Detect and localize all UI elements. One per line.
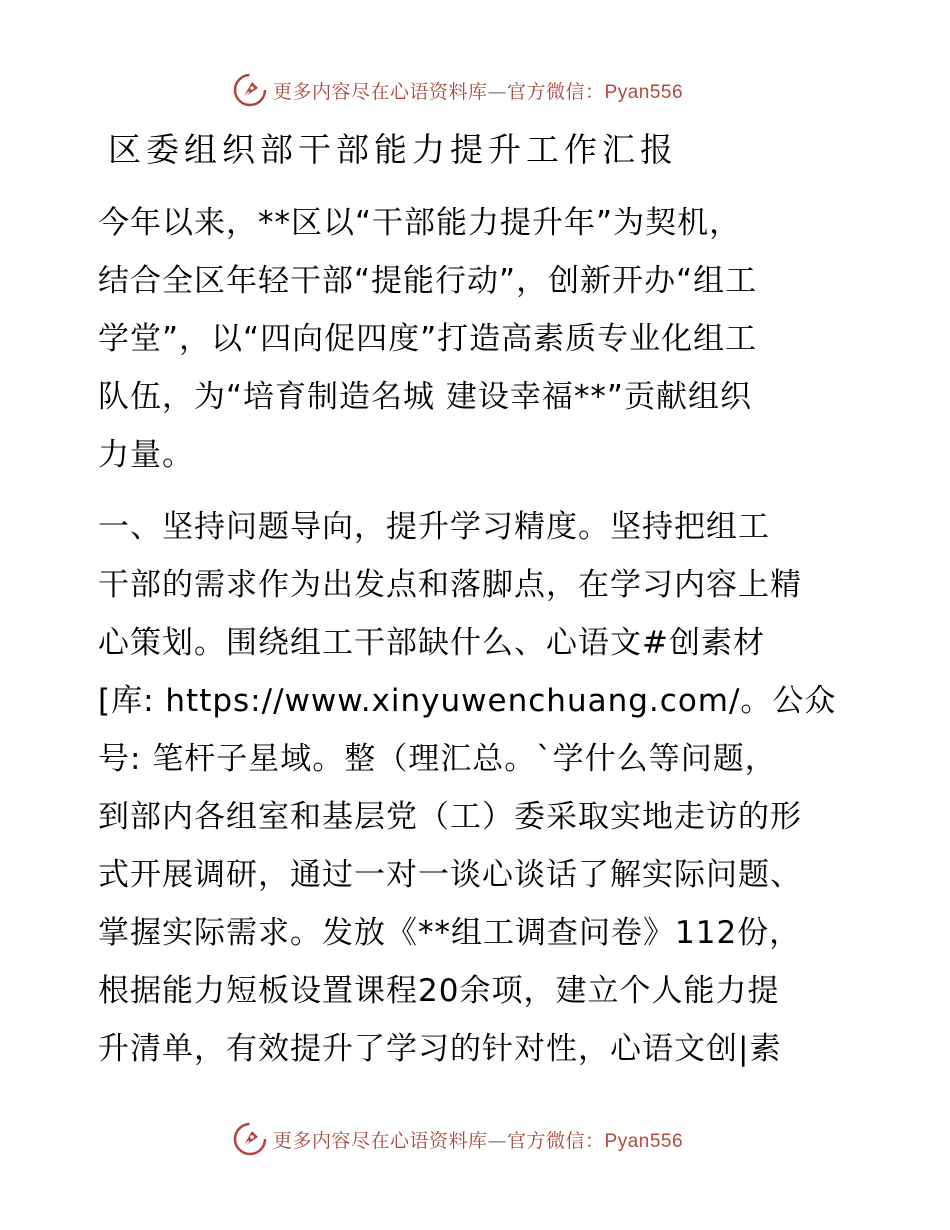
document-title: 区委组织部干部能力提升工作汇报 — [108, 130, 678, 169]
paragraph-line: 一、坚持问题导向，提升学习精度。坚持把组工 — [98, 509, 770, 545]
footer-watermark-banner — [233, 1121, 683, 1157]
watermark-sub-text: 官方微信： — [507, 80, 605, 103]
paragraph-line: 力量。 — [98, 437, 194, 473]
watermark-main-text: 更多内容尽在心语资料库 — [273, 1129, 488, 1152]
watermark-separator: — — [487, 80, 508, 103]
watermark-separator: — — [487, 1129, 508, 1152]
watermark-sub-text: 官方微信： — [507, 1129, 605, 1152]
paragraph-line: 到部内各组室和基层党（工）委采取实地走访的形 — [98, 799, 802, 835]
paragraph-line: 号: 笔杆子星域。整（理汇总。`学什么等问题， — [98, 741, 777, 777]
paragraph-line: 心策划。围绕组工干部缺什么、心语文#创素材 — [98, 625, 765, 661]
paragraph-line: 今年以来，**区以“干部能力提升年”为契机， — [98, 205, 742, 241]
paragraph-section-one — [98, 498, 858, 1078]
paragraph-line: [库: https://www.xinyuwenchuang.com/。公众 — [98, 683, 837, 719]
header-watermark-banner — [233, 72, 683, 108]
paragraph-line: 队伍，为“培育制造名城 建设幸福**”贡献组织 — [98, 379, 752, 415]
paragraph-line: 式开展调研，通过一对一谈心谈话了解实际问题、 — [98, 857, 802, 893]
watermark-wechat-id: Pyan556 — [604, 1130, 684, 1152]
watermark-main-text: 更多内容尽在心语资料库 — [273, 80, 488, 103]
paragraph-line: 升清单，有效提升了学习的针对性，心语文创|素 — [98, 1031, 782, 1067]
watermark-wechat-id: Pyan556 — [604, 81, 684, 103]
paragraph-line: 结合全区年轻干部“提能行动”，创新开办“组工 — [98, 263, 758, 299]
pen-nib-logo-icon — [233, 1122, 267, 1156]
paragraph-line: 干部的需求作为出发点和落脚点，在学习内容上精 — [98, 567, 802, 603]
paragraph-line: 学堂”，以“四向促四度”打造高素质专业化组工 — [98, 321, 758, 357]
paragraph-line: 根据能力短板设置课程20余项，建立个人能力提 — [98, 973, 780, 1009]
paragraph-intro — [98, 194, 858, 484]
pen-nib-logo-icon — [233, 73, 267, 107]
paragraph-line: 掌握实际需求。发放《**组工调查问卷》112份， — [98, 915, 802, 951]
